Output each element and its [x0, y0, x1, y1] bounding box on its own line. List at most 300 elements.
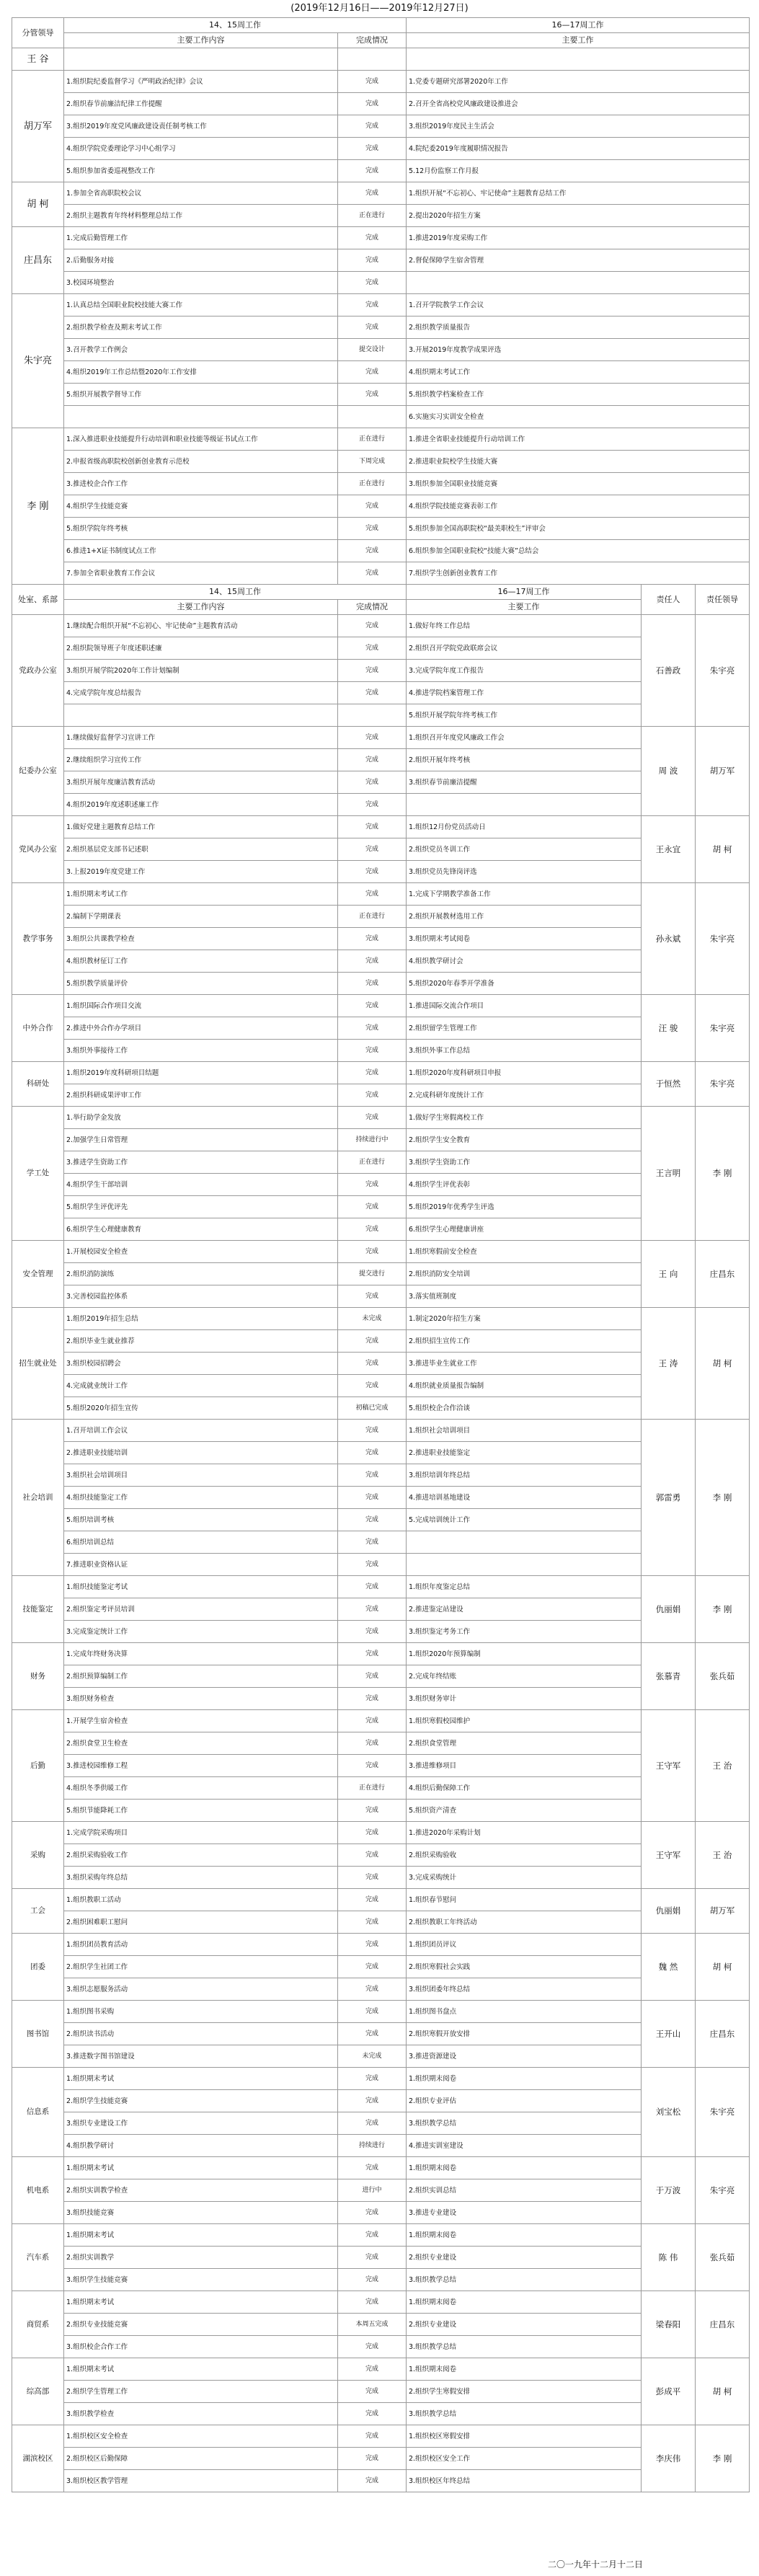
week1-task — [64, 406, 338, 428]
week1-status: 完成 — [338, 2247, 407, 2269]
week1-status: 完成 — [338, 1107, 407, 1129]
dept-row — [12, 794, 750, 816]
week1-status: 完成 — [338, 1643, 407, 1665]
dept-row — [12, 1688, 750, 1710]
dept-owner: 王言明 — [642, 1107, 696, 1241]
week2-task: 1.组织图书盘点 — [407, 2001, 642, 2023]
week1-task: 1.组织期末考试 — [64, 2358, 338, 2381]
dept-row — [12, 2135, 750, 2157]
week2-task: 5.组织2019年优秀学生评选 — [407, 1196, 642, 1218]
dept-row — [12, 2045, 750, 2068]
dept-owner: 仇丽娟 — [642, 1576, 696, 1643]
leader-row — [12, 518, 750, 540]
footer-date: 二〇一九年十二月十二日 — [548, 2559, 644, 2570]
dept-row — [12, 950, 750, 973]
dept-row — [12, 1487, 750, 1509]
week2-task: 4.组织教学研讨会 — [407, 950, 642, 973]
dept-name: 科研处 — [12, 1062, 64, 1107]
week2-task — [407, 1554, 642, 1576]
week2-task: 1.党委专题研究部署2020年工作 — [407, 71, 750, 93]
dept-lead: 胡 柯 — [696, 2358, 750, 2425]
dept-name: 图书馆 — [12, 2001, 64, 2068]
week1-status: 完成 — [338, 794, 407, 816]
week1-task: 2.继续组织学习宣传工作 — [64, 749, 338, 771]
dept-row — [12, 2202, 750, 2224]
leader-row — [12, 361, 750, 384]
week2-task: 1.完成下学期教学准备工作 — [407, 883, 642, 906]
week1-task: 4.组织学生干部培训 — [64, 1174, 338, 1196]
week1-status: 完成 — [338, 1442, 407, 1464]
dept-lead: 李 刚 — [696, 1107, 750, 1241]
dept-row — [12, 1777, 750, 1800]
dept-row — [12, 2403, 750, 2425]
week1-task: 3.组织采购年终总结 — [64, 1867, 338, 1889]
week2-task: 3.组织教学总结 — [407, 2112, 642, 2135]
week1-task: 2.组织鉴定考评员培训 — [64, 1598, 338, 1621]
dept-owner: 于万波 — [642, 2157, 696, 2224]
dept-row — [12, 1308, 750, 1330]
week1-status: 完成 — [338, 1844, 407, 1867]
leader-row — [12, 384, 750, 406]
week1-status: 完成 — [338, 2425, 407, 2448]
dept-lead: 朱宇亮 — [696, 615, 750, 727]
dept-row — [12, 1330, 750, 1353]
week2-task: 3.组织学生资助工作 — [407, 1151, 642, 1174]
week1-task: 3.组织外事接待工作 — [64, 1040, 338, 1062]
week1-status: 提交进行 — [338, 1263, 407, 1285]
dept-lead: 朱宇亮 — [696, 1062, 750, 1107]
week2-task: 1.制定2020年招生方案 — [407, 1308, 642, 1330]
week1-status: 完成 — [338, 2090, 407, 2112]
week1-task: 2.组织学生管理工作 — [64, 2381, 338, 2403]
dept-row — [12, 1554, 750, 1576]
dept-row — [12, 1196, 750, 1218]
week1-status: 完成 — [338, 227, 407, 249]
week2-task: 5.12月份监察工作月报 — [407, 160, 750, 182]
week1-status: 完成 — [338, 2381, 407, 2403]
week1-status: 完成 — [338, 495, 407, 518]
week1-task: 2.推进中外合作办学项目 — [64, 1017, 338, 1040]
week2-task: 1.组织校区寒假安排 — [407, 2425, 642, 2448]
week1-task: 2.组织消防演练 — [64, 1263, 338, 1285]
week1-task: 1.组织教职工活动 — [64, 1889, 338, 1911]
week2-task: 2.组织召开学院党政联席会议 — [407, 637, 642, 660]
week2-task: 3.推进维修项目 — [407, 1755, 642, 1777]
week2-task: 2.组织消防安全培训 — [407, 1263, 642, 1285]
week1-task: 4.组织技能鉴定工作 — [64, 1487, 338, 1509]
week1-status: 完成 — [338, 838, 407, 861]
week2-task: 1.组织期末阅卷 — [407, 2068, 642, 2090]
week2-task: 6.实施实习实训安全检查 — [407, 406, 750, 428]
week1-status: 完成 — [338, 615, 407, 637]
dept-row — [12, 1956, 750, 1978]
dept-row — [12, 816, 750, 838]
week1-status: 正在进行 — [338, 428, 407, 451]
week1-task: 1.组织院纪委监督学习《严明政治纪律》会议 — [64, 71, 338, 93]
header-week2: 16—17周工作 — [407, 18, 750, 33]
week2-task: 2.完成科研年度统计工作 — [407, 1084, 642, 1107]
week2-task: 2.组织食堂管理 — [407, 1732, 642, 1755]
dept-name: 技能鉴定 — [12, 1576, 64, 1643]
dept-row — [12, 749, 750, 771]
week1-status: 未完成 — [338, 2045, 407, 2068]
week1-task: 2.组织困难职工慰问 — [64, 1911, 338, 1934]
dept-name: 信息系 — [12, 2068, 64, 2157]
week2-task: 1.组织年度鉴定总结 — [407, 1576, 642, 1598]
leader-row — [12, 406, 750, 428]
week2-task: 4.组织学院技能竞赛表彰工作 — [407, 495, 750, 518]
dept-owner: 王守军 — [642, 1710, 696, 1822]
week1-task: 1.举行助学金发放 — [64, 1107, 338, 1129]
week1-task: 5.组织教学质量评价 — [64, 973, 338, 995]
week1-task: 2.组织科研成果评审工作 — [64, 1084, 338, 1107]
dept-row — [12, 1911, 750, 1934]
week1-task: 2.组织学生技能竞赛 — [64, 2090, 338, 2112]
week1-status — [338, 48, 407, 71]
week1-task: 2.推进职业技能培训 — [64, 1442, 338, 1464]
week1-status: 正在进行 — [338, 906, 407, 928]
week1-status: 完成 — [338, 1531, 407, 1554]
week1-status: 完成 — [338, 2157, 407, 2179]
week2-task: 2.组织寒假社会实践 — [407, 1956, 642, 1978]
week1-status: 完成 — [338, 2224, 407, 2247]
week1-task: 3.组织技能竞赛 — [64, 2202, 338, 2224]
week1-status: 完成 — [338, 71, 407, 93]
week1-task: 3.召开教学工作例会 — [64, 339, 338, 361]
header-main-work: 主要工作内容 — [64, 33, 338, 48]
leader-name: 王 谷 — [12, 48, 64, 71]
week1-status: 完成 — [338, 1196, 407, 1218]
dept-row — [12, 682, 750, 704]
week2-task: 1.组织2020年预算编制 — [407, 1643, 642, 1665]
dept-row — [12, 2470, 750, 2492]
dept-name: 党风办公室 — [12, 816, 64, 883]
dept-lead: 张兵茹 — [696, 2224, 750, 2291]
week2-task: 4.院纪委2019年度履职情况报告 — [407, 138, 750, 160]
week2-task: 3.推进资源建设 — [407, 2045, 642, 2068]
week1-task: 1.完成年终财务决算 — [64, 1643, 338, 1665]
leader-name: 胡万军 — [12, 71, 64, 182]
week1-status: 完成 — [338, 1464, 407, 1487]
dept-row — [12, 1241, 750, 1263]
dept-row — [12, 1263, 750, 1285]
header-week1: 14、15周工作 — [64, 18, 407, 33]
dept-name: 财务 — [12, 1643, 64, 1710]
dept-name: 湖滨校区 — [12, 2425, 64, 2492]
leader-row — [12, 272, 750, 294]
week1-status: 完成 — [338, 1755, 407, 1777]
week1-task: 1.组织期末考试 — [64, 2068, 338, 2090]
week1-task: 3.组织开展年度廉洁教育活动 — [64, 771, 338, 794]
week2-task — [407, 272, 750, 294]
week2-task: 2.组织招生宣传工作 — [407, 1330, 642, 1353]
week1-status: 完成 — [338, 1040, 407, 1062]
dept-lead: 胡万军 — [696, 727, 750, 816]
header-dept: 处室、系部 — [12, 585, 64, 615]
leader-row — [12, 71, 750, 93]
dept-row — [12, 1062, 750, 1084]
week1-status: 完成 — [338, 950, 407, 973]
week1-status: 正在进行 — [338, 205, 407, 227]
dept-row — [12, 1665, 750, 1688]
week1-status: 完成 — [338, 1598, 407, 1621]
dept-row — [12, 2291, 750, 2314]
dept-lead: 庄昌东 — [696, 1241, 750, 1308]
dept-row — [12, 2157, 750, 2179]
week1-task: 4.组织冬季供暖工作 — [64, 1777, 338, 1800]
week1-task: 3.组织校区教学管理 — [64, 2470, 338, 2492]
week2-task: 3.组织培训年终总结 — [407, 1464, 642, 1487]
dept-row — [12, 1129, 750, 1151]
dept-lead: 胡万军 — [696, 1889, 750, 1934]
leader-row — [12, 48, 750, 71]
week2-task: 3.组织2019年度民主生活会 — [407, 115, 750, 138]
header-dept-week2: 16—17周工作 — [407, 585, 642, 600]
week1-status: 完成 — [338, 2001, 407, 2023]
week1-task: 1.完成后勤管理工作 — [64, 227, 338, 249]
week1-task: 7.参加全省职业教育工作会议 — [64, 562, 338, 585]
week1-status: 完成 — [338, 1822, 407, 1844]
week1-status: 完成 — [338, 1017, 407, 1040]
dept-row — [12, 2269, 750, 2291]
week1-task: 5.组织培训考核 — [64, 1509, 338, 1531]
week1-status: 完成 — [338, 1554, 407, 1576]
dept-row — [12, 1151, 750, 1174]
leader-name: 朱宇亮 — [12, 294, 64, 428]
week1-status — [338, 704, 407, 727]
week1-task: 3.组织社会培训项目 — [64, 1464, 338, 1487]
week2-task: 1.推进国际交流合作项目 — [407, 995, 642, 1017]
week1-task: 2.组织主题教育年终材料整理总结工作 — [64, 205, 338, 227]
dept-name: 社会培训 — [12, 1420, 64, 1576]
week2-task: 3.组织财务审计 — [407, 1688, 642, 1710]
week2-task: 4.组织就业质量报告编制 — [407, 1375, 642, 1397]
dept-lead: 庄昌东 — [696, 2001, 750, 2068]
week1-status: 完成 — [338, 93, 407, 115]
week1-status: 完成 — [338, 2291, 407, 2314]
week1-task: 2.组织校区后勤保障 — [64, 2448, 338, 2470]
week2-task: 3.组织教学总结 — [407, 2269, 642, 2291]
dept-owner: 王永宜 — [642, 816, 696, 883]
week1-status: 持续进行 — [338, 2135, 407, 2157]
week2-task: 4.推进培训基地建设 — [407, 1487, 642, 1509]
dept-lead: 胡 柯 — [696, 816, 750, 883]
week1-status: 提交设计 — [338, 339, 407, 361]
dept-row — [12, 1934, 750, 1956]
week1-task: 3.组织2019年度党风廉政建设责任制考核工作 — [64, 115, 338, 138]
week2-task: 2.推进职业院校学生技能大赛 — [407, 451, 750, 473]
week2-task: 2.组织党员冬训工作 — [407, 838, 642, 861]
week2-task: 1.组织团员评议 — [407, 1934, 642, 1956]
leader-row — [12, 182, 750, 205]
dept-lead: 李 刚 — [696, 1576, 750, 1643]
dept-row — [12, 1978, 750, 2001]
week1-task: 2.组织实训教学检查 — [64, 2179, 338, 2202]
dept-row — [12, 928, 750, 950]
dept-row — [12, 1621, 750, 1643]
leader-row — [12, 205, 750, 227]
week1-status: 完成 — [338, 973, 407, 995]
dept-owner: 彭成平 — [642, 2358, 696, 2425]
leader-name: 李 刚 — [12, 428, 64, 585]
week1-task: 4.组织学院党委理论学习中心组学习 — [64, 138, 338, 160]
week1-task — [64, 48, 338, 71]
week1-status: 完成 — [338, 682, 407, 704]
leader-row — [12, 540, 750, 562]
week2-task: 2.推进鉴定站建设 — [407, 1598, 642, 1621]
week1-status: 完成 — [338, 1934, 407, 1956]
week1-task: 3.组织公共课教学检查 — [64, 928, 338, 950]
week2-task: 3.推进毕业生就业工作 — [407, 1353, 642, 1375]
week2-task: 1.组织社会培训项目 — [407, 1420, 642, 1442]
week1-status: 完成 — [338, 1375, 407, 1397]
week2-task — [407, 794, 642, 816]
dept-row — [12, 1755, 750, 1777]
week1-status: 完成 — [338, 1956, 407, 1978]
dept-row — [12, 2090, 750, 2112]
week1-task: 1.组织国际合作项目交流 — [64, 995, 338, 1017]
week1-task: 4.完成学院年度总结报告 — [64, 682, 338, 704]
dept-row — [12, 1397, 750, 1420]
week2-task: 3.组织教学总结 — [407, 2336, 642, 2358]
week1-task: 5.组织2020年招生宣传 — [64, 1397, 338, 1420]
week1-task: 2.组织读书活动 — [64, 2023, 338, 2045]
week1-status: 完成 — [338, 2202, 407, 2224]
week2-task: 4.推进实训室建设 — [407, 2135, 642, 2157]
week2-task: 2.组织专业建设 — [407, 2314, 642, 2336]
week1-status: 完成 — [338, 294, 407, 317]
dept-name: 安全管理 — [12, 1241, 64, 1308]
week1-task: 3.组织开展学院2020年工作计划编制 — [64, 660, 338, 682]
leader-row — [12, 160, 750, 182]
dept-row — [12, 2336, 750, 2358]
dept-row — [12, 1218, 750, 1241]
week2-task: 1.组织寒假前安全检查 — [407, 1241, 642, 1263]
week1-status: 完成 — [338, 361, 407, 384]
week2-task: 2.组织学生寒假安排 — [407, 2381, 642, 2403]
dept-row — [12, 2425, 750, 2448]
header-owner: 责任人 — [642, 585, 696, 615]
dept-row — [12, 2381, 750, 2403]
dept-owner: 刘宝松 — [642, 2068, 696, 2157]
week1-task: 2.组织毕业生就业推荐 — [64, 1330, 338, 1353]
dept-row — [12, 704, 750, 727]
week2-task: 1.推进全省职业技能提升行动培训工作 — [407, 428, 750, 451]
week1-task: 1.组织期末考试 — [64, 2224, 338, 2247]
week2-task: 2.组织寒假开放安排 — [407, 2023, 642, 2045]
week2-task: 2.组织学生安全教育 — [407, 1129, 642, 1151]
week1-task: 2.组织食堂卫生检查 — [64, 1732, 338, 1755]
dept-row — [12, 995, 750, 1017]
dept-lead: 朱宇亮 — [696, 2157, 750, 2224]
dept-name: 汽车系 — [12, 2224, 64, 2291]
week2-task: 3.组织党员先锋岗评选 — [407, 861, 642, 883]
week1-status: 完成 — [338, 1062, 407, 1084]
week2-task: 1.做好年终工作总结 — [407, 615, 642, 637]
week1-status: 完成 — [338, 1911, 407, 1934]
week1-task: 5.组织学院年终考核 — [64, 518, 338, 540]
week1-status: 完成 — [338, 160, 407, 182]
week1-task: 4.组织学生技能竞赛 — [64, 495, 338, 518]
week2-task: 3.组织期末考试阅卷 — [407, 928, 642, 950]
week1-status: 初稿已完成 — [338, 1397, 407, 1420]
week1-task: 1.召开培训工作会议 — [64, 1420, 338, 1442]
week2-task: 3.开展2019年度教学成果评选 — [407, 339, 750, 361]
week1-status: 完成 — [338, 1576, 407, 1598]
week2-task: 3.落实值班制度 — [407, 1285, 642, 1308]
dept-row — [12, 1844, 750, 1867]
dept-owner: 王守军 — [642, 1822, 696, 1889]
dept-lead: 王 治 — [696, 1710, 750, 1822]
dept-row — [12, 838, 750, 861]
week1-task: 4.完成就业统计工作 — [64, 1375, 338, 1397]
week1-status: 完成 — [338, 861, 407, 883]
week2-task: 1.组织期末阅卷 — [407, 2291, 642, 2314]
dept-row — [12, 2068, 750, 2090]
leader-row — [12, 428, 750, 451]
week2-task: 2.组织教学质量报告 — [407, 317, 750, 339]
week1-status: 本周五完成 — [338, 2314, 407, 2336]
dept-owner: 周 波 — [642, 727, 696, 816]
leader-row — [12, 93, 750, 115]
week2-task: 2.组织专业建设 — [407, 2247, 642, 2269]
week1-task: 1.组织2019年招生总结 — [64, 1308, 338, 1330]
week1-status: 完成 — [338, 727, 407, 749]
week1-task: 5.组织开展教学督导工作 — [64, 384, 338, 406]
dept-lead: 李 刚 — [696, 2425, 750, 2492]
header-dept-main: 主要工作内容 — [64, 600, 338, 615]
week2-task: 2.组织留学生管理工作 — [407, 1017, 642, 1040]
week2-task: 1.推进2019年度采购工作 — [407, 227, 750, 249]
dept-owner: 王开山 — [642, 2001, 696, 2068]
dept-row — [12, 1442, 750, 1464]
week1-status: 完成 — [338, 1487, 407, 1509]
week1-task: 1.开展学生宿舍检查 — [64, 1710, 338, 1732]
week1-status: 完成 — [338, 1330, 407, 1353]
dept-row — [12, 615, 750, 637]
week1-status: 完成 — [338, 749, 407, 771]
week2-task: 1.组织12月份党员活动日 — [407, 816, 642, 838]
week2-task: 1.召开学院教学工作会议 — [407, 294, 750, 317]
week2-task: 3.推进专业建设 — [407, 2202, 642, 2224]
week1-status: 完成 — [338, 182, 407, 205]
leader-row — [12, 227, 750, 249]
dept-lead: 朱宇亮 — [696, 995, 750, 1062]
dept-name: 商贸系 — [12, 2291, 64, 2358]
week1-task: 2.组织春节前廉洁纪律工作提醒 — [64, 93, 338, 115]
dept-owner: 李庆伟 — [642, 2425, 696, 2492]
week1-status: 完成 — [338, 660, 407, 682]
week1-status: 完成 — [338, 1665, 407, 1688]
week1-status: 完成 — [338, 771, 407, 794]
dept-row — [12, 1084, 750, 1107]
dept-row — [12, 2023, 750, 2045]
week2-task: 1.组织春节慰问 — [407, 1889, 642, 1911]
week1-task: 3.组织专业建设工作 — [64, 2112, 338, 2135]
week1-task: 1.组织团员教育活动 — [64, 1934, 338, 1956]
dept-row — [12, 727, 750, 749]
week2-task: 2.督促保障学生宿舍管理 — [407, 249, 750, 272]
week1-status: 完成 — [338, 249, 407, 272]
week2-task — [407, 1531, 642, 1554]
week1-task: 3.组织志愿服务活动 — [64, 1978, 338, 2001]
dept-owner: 魏 然 — [642, 1934, 696, 2001]
dept-owner: 汪 骏 — [642, 995, 696, 1062]
week2-task: 2.完成年终结账 — [407, 1665, 642, 1688]
week1-status: 下周完成 — [338, 451, 407, 473]
week1-status: 完成 — [338, 115, 407, 138]
week1-status: 完成 — [338, 1867, 407, 1889]
